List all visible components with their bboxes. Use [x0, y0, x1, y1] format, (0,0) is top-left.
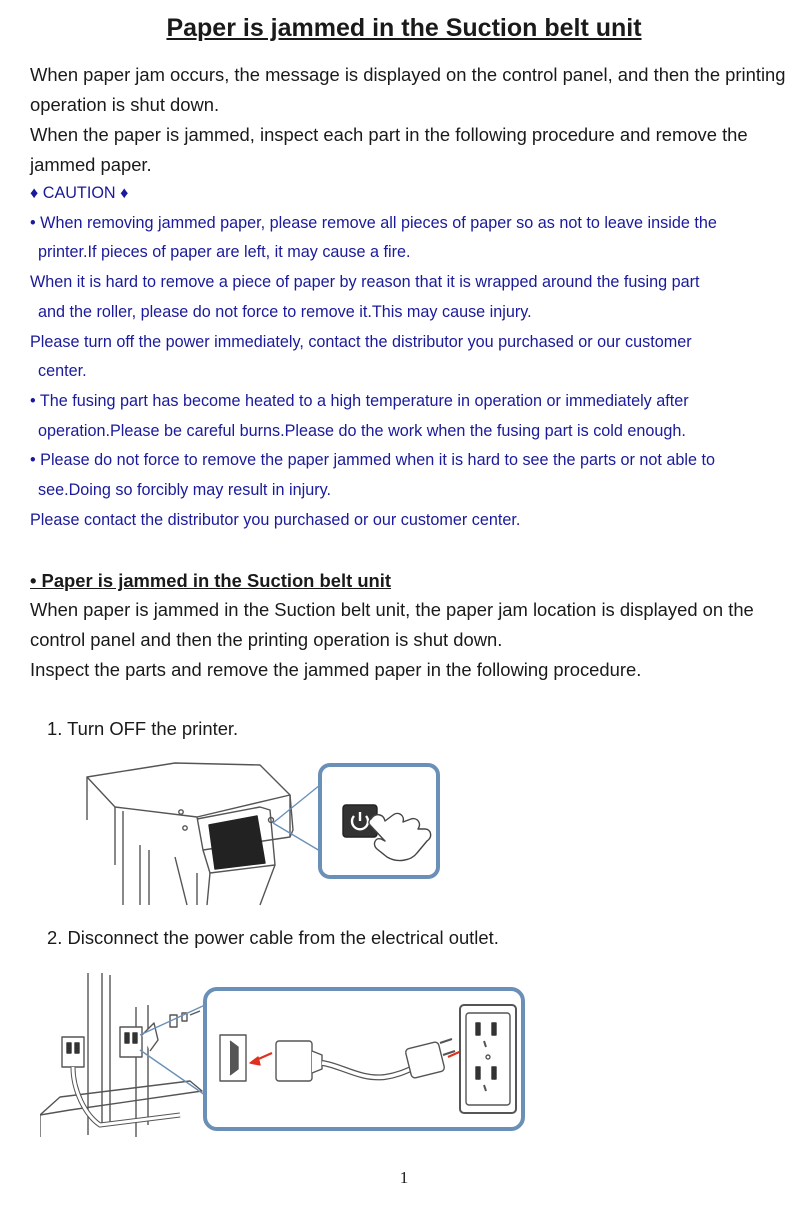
intro-paragraph-2: When the paper is jammed, inspect each part in the following procedure and remove the jammed paper.	[30, 124, 748, 175]
caution-line: printer.If pieces of paper are left, it may cause a fire.	[38, 243, 411, 262]
caution-line: see.Doing so forcibly may result in injury.	[38, 481, 331, 500]
section-paragraph-2: Inspect the parts and remove the jammed paper in the following procedure.	[30, 659, 642, 680]
caution-line: center.	[38, 362, 87, 381]
power-cable-illustration	[40, 965, 540, 1145]
printer-top-outline	[87, 763, 290, 817]
power-outlet-icon	[460, 1005, 516, 1113]
caution-line: operation.Please be careful burns.Please do the work when the fusing part is cold enough.	[38, 421, 686, 440]
printer-power-illustration	[85, 755, 445, 910]
caution-line: When it is hard to remove a piece of paper by reason that it is wrapped around the fusing part	[30, 273, 700, 292]
caution-line: Please turn off the power immediately, contact the distributor you purchased or our customer	[30, 332, 692, 351]
caution-block	[30, 179, 790, 535]
caution-line: • The fusing part has become heated to a high temperature in operation or immediately after	[30, 391, 689, 410]
step-1: 1. Turn OFF the printer.	[47, 718, 239, 739]
caution-line: • When removing jammed paper, please remove all pieces of paper so as not to leave inside the	[30, 213, 717, 232]
caution-heading: ♦ CAUTION ♦	[30, 184, 129, 202]
page-number: 1	[399, 1168, 409, 1187]
control-panel-screen	[209, 816, 265, 869]
section-paragraph-1: When paper is jammed in the Suction belt unit, the paper jam location is displayed on the control panel and then the printing operation is shut down.	[30, 599, 754, 650]
page-title: Paper is jammed in the Suction belt unit	[166, 14, 642, 42]
caution-line: and the roller, please do not force to remove it.This may cause injury.	[38, 302, 532, 321]
caution-line: • Please do not force to remove the paper jammed when it is hard to see the parts or not able to	[30, 451, 716, 470]
step-2: 2. Disconnect the power cable from the electrical outlet.	[47, 927, 499, 948]
inlet-socket	[220, 1035, 246, 1081]
intro-paragraph-1: When paper jam occurs, the message is displayed on the control panel, and then the printing operation is shut down.	[30, 64, 786, 115]
section-heading: • Paper is jammed in the Suction belt unit	[30, 570, 392, 591]
caution-line: Please contact the distributor you purchased or our customer center.	[30, 510, 521, 529]
